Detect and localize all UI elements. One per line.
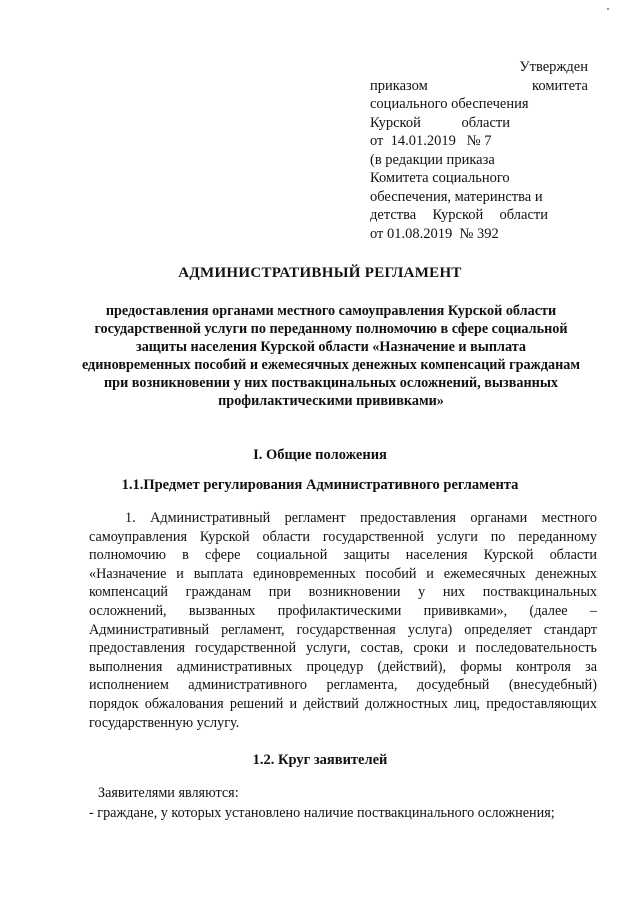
subtitle-line: государственной услуги по переданному полномочию в сфере социальной: [94, 321, 568, 337]
paragraph-line: предоставления государственной услуги, состав, сроки и последовательность: [89, 640, 597, 657]
section-heading-general: I. Общие положения: [253, 447, 387, 463]
document-title: АДМИНИСТРАТИВНЫЙ РЕГЛАМЕНТ: [178, 265, 462, 281]
paragraph-line: Административный регламент, государственная услуга) определяет стандарт: [89, 621, 597, 638]
paragraph-line: 1. Административный регламент предоставления органами местного: [89, 510, 597, 526]
scan-dot: [607, 8, 609, 10]
section-heading-subject: 1.1.Предмет регулирования Административного регламента: [121, 477, 519, 493]
applicants-intro: Заявителями являются:: [98, 785, 239, 801]
approval-line: приказом комитета: [370, 77, 588, 94]
subtitle-line: при возникновении у них поствакцинальных осложнений, вызванных: [104, 375, 558, 391]
paragraph-line: самоуправления Курской области государственной услуги по переданному: [89, 528, 597, 545]
approval-line: социального обеспечения: [370, 96, 529, 112]
paragraph-line: осложнений, вызванных профилактическими прививками», (далее –: [89, 602, 597, 619]
document-subtitle: [70, 302, 592, 410]
subtitle-line: защиты населения Курской области «Назначение и выплата: [136, 339, 526, 355]
approval-stamp-block: [370, 58, 588, 243]
approval-line: Курской области: [370, 114, 510, 131]
applicants-list-item: - граждане, у которых установлено наличие поствакцинального осложнения;: [89, 805, 555, 821]
approval-line: от 14.01.2019 № 7: [370, 133, 492, 149]
paragraph-line: «Назначение и выплата единовременных пособий и ежемесячных денежных: [89, 565, 597, 582]
paragraph-line: порядок обжалования решений и действий должностных лиц, предоставляющих: [89, 695, 597, 712]
paragraph-line: компенсаций гражданам при возникновении у них поствакцинальных: [89, 584, 597, 601]
paragraph-line: полномочию в сфере социальной защиты населения Курской области: [89, 547, 597, 564]
subtitle-line: единовременных пособий и ежемесячных денежных компенсаций гражданам: [81, 357, 581, 373]
approval-line: детства Курской области: [370, 207, 548, 223]
approval-line: Утвержден: [519, 59, 588, 75]
approval-line: (в редакции приказа: [370, 151, 495, 168]
paragraph-line: государственную услугу.: [89, 714, 240, 731]
subtitle-line: предоставления органами местного самоуправления Курской области: [105, 303, 557, 319]
section-heading-applicants: 1.2. Круг заявителей: [252, 752, 388, 768]
subject-paragraph: [89, 509, 597, 732]
subtitle-line: профилактическими прививками»: [218, 393, 444, 409]
approval-line: обеспечения, материнства и: [370, 188, 543, 205]
approval-line: Комитета социального: [370, 170, 510, 186]
approval-line: от 01.08.2019 № 392: [370, 225, 499, 242]
paragraph-line: выполнения административных процедур (действий), формы контроля за: [89, 658, 597, 675]
paragraph-line: исполнением административного регламента, досудебный (внесудебный): [89, 677, 597, 694]
